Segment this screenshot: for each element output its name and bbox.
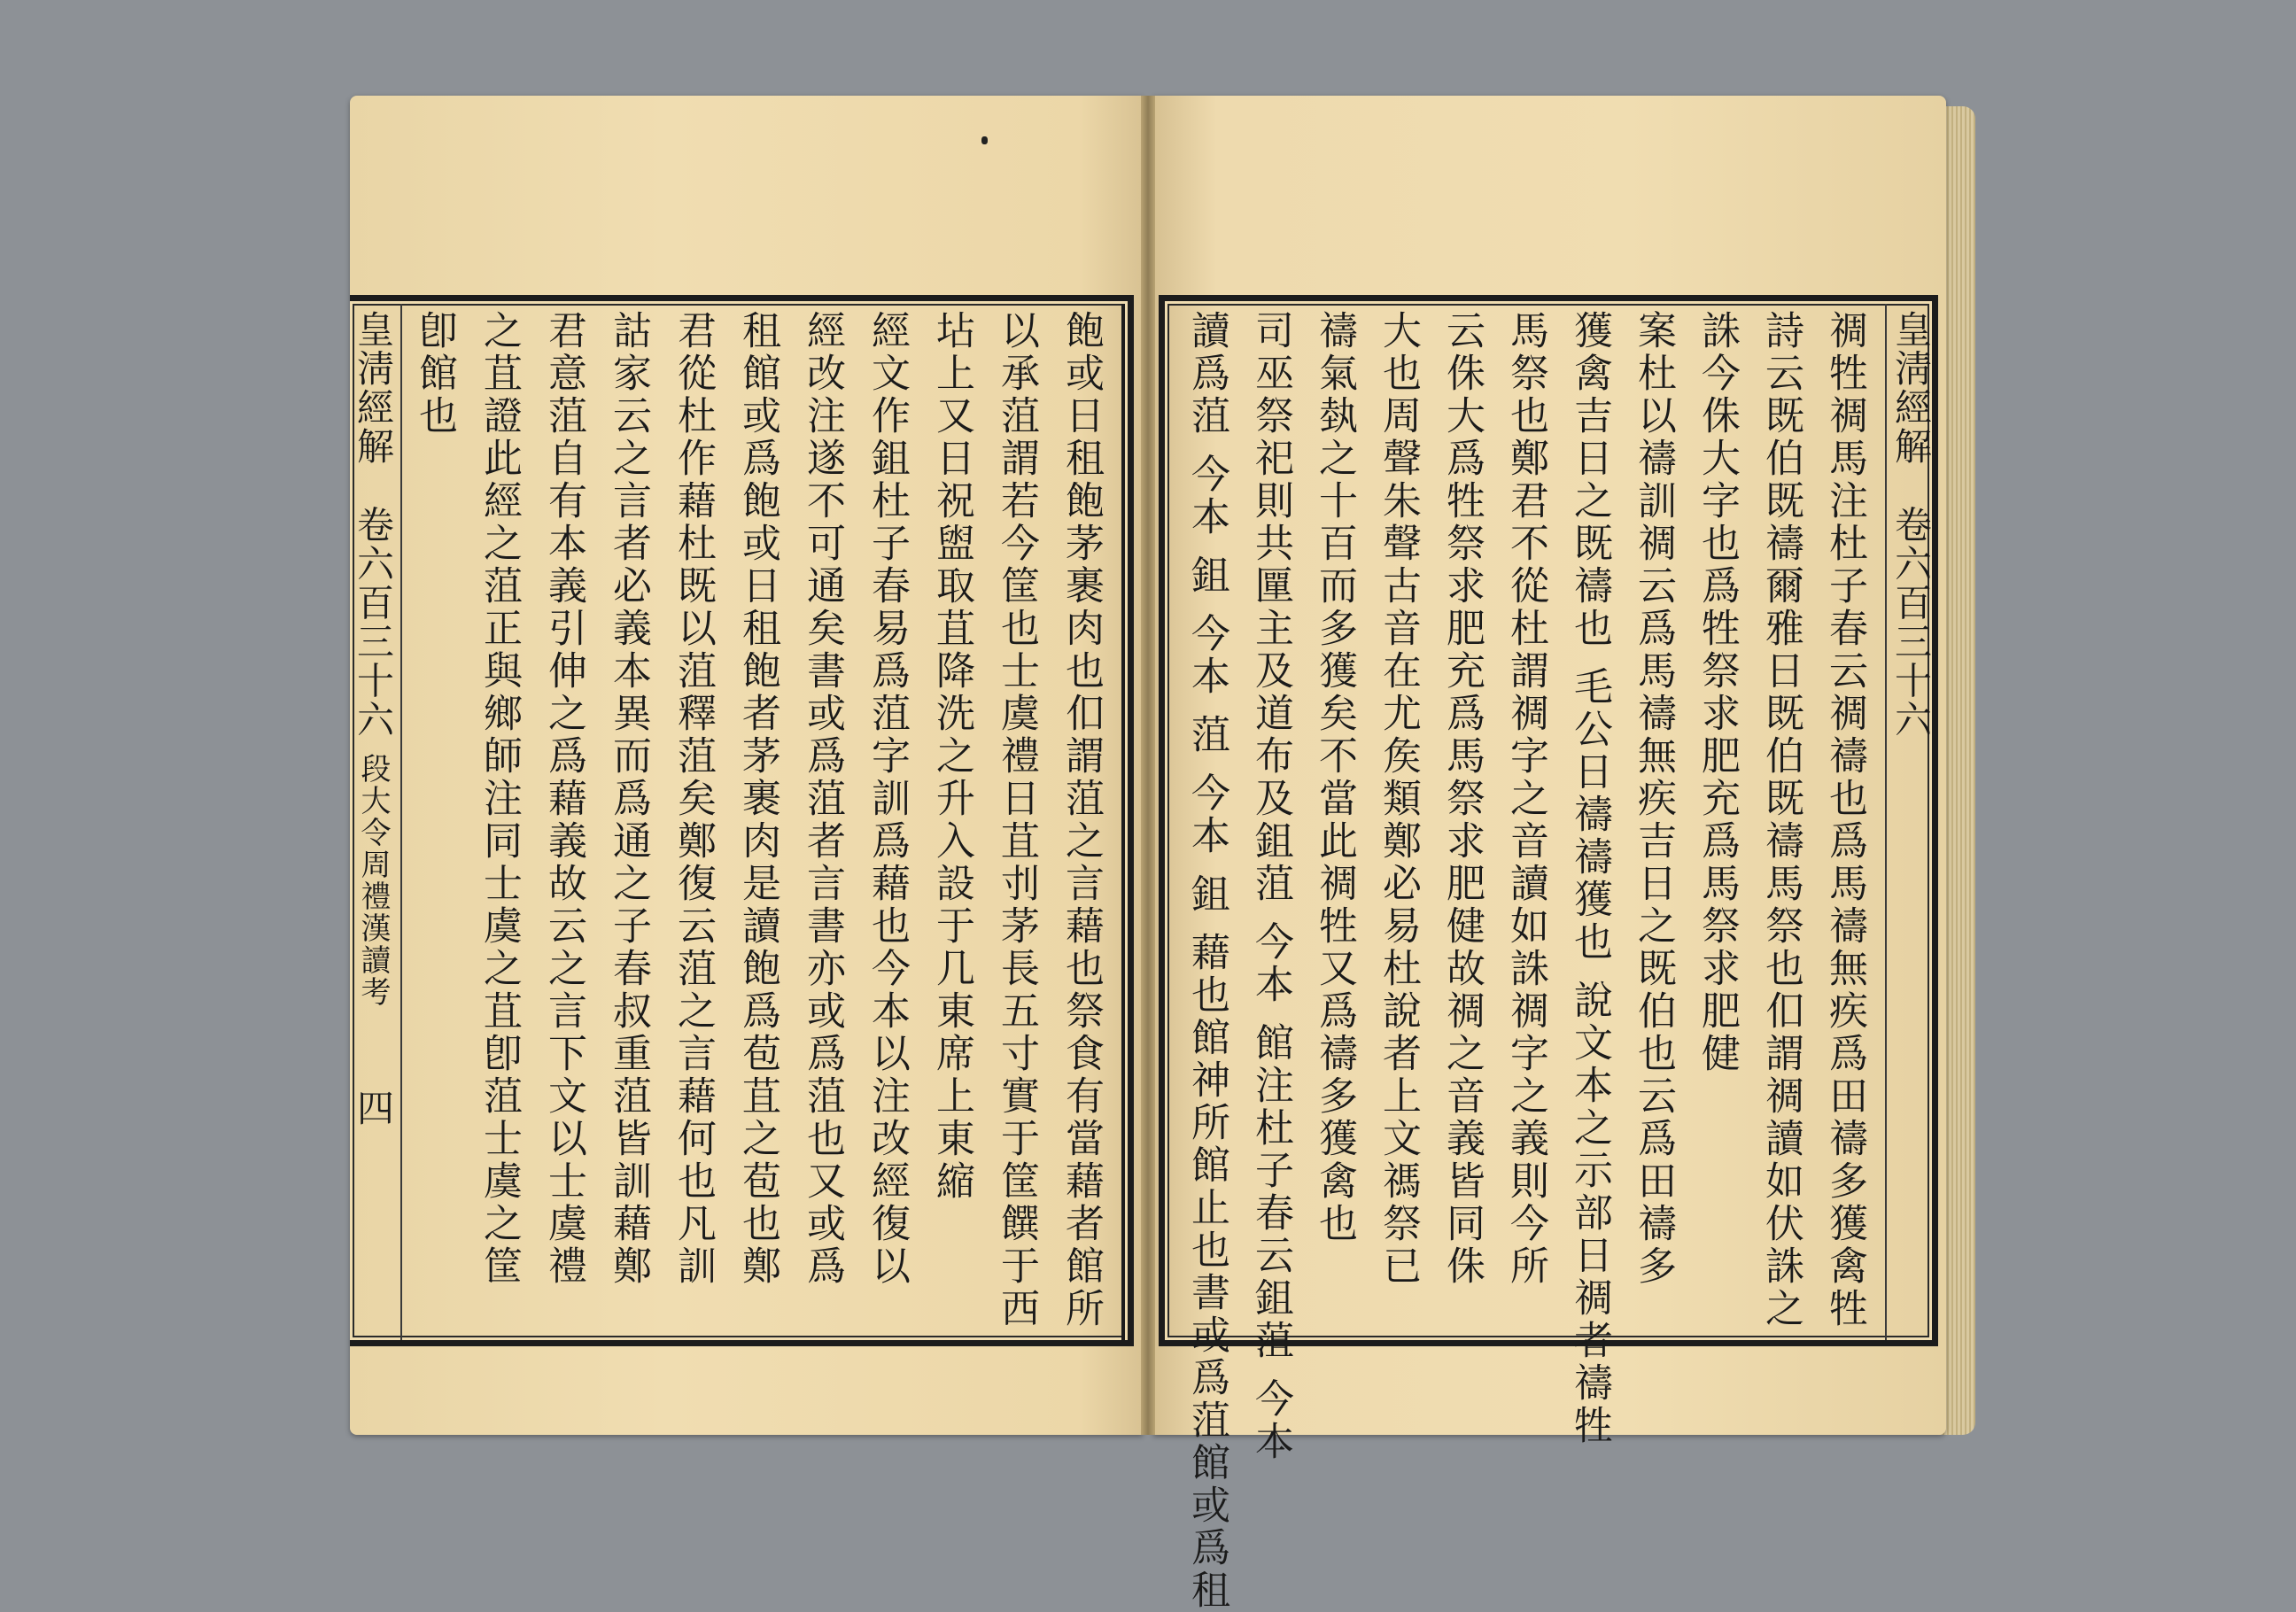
left-margin-strip — [352, 310, 395, 1329]
right-margin-section: 卷六百三十六 — [1889, 505, 1933, 740]
left-column-8: 詁家云之言者必義本異而爲通之子春叔重菹皆訓藉鄭 — [606, 310, 651, 1288]
left-column-6: 租館或爲飽或日租飽者茅裹肉是讀飽爲苞苴之苞也鄭 — [735, 310, 780, 1288]
right-margin-strip — [1889, 310, 1933, 1329]
left-column-9: 君意菹自有本義引伸之爲藉義故云之言下文以士虞禮 — [541, 310, 586, 1288]
left-margin-section: 卷六百三十六 — [352, 505, 395, 740]
left-column-10: 之苴證此經之菹正與鄉師注同士虞之苴卽菹士虞之筐 — [477, 310, 522, 1288]
left-column-2: 以承菹謂若今筐也士虞禮日苴刌茅長五寸實于筐饌于西 — [994, 310, 1039, 1330]
left-margin-title: 段大令周禮漢讀考 — [355, 753, 391, 1009]
left-margin-rule — [400, 304, 402, 1340]
right-column-9: 禱氣埶之十百而多獲矣不當此禂牲又爲禱多獲禽也 — [1312, 310, 1357, 1245]
left-column-11: 卽館也 — [412, 310, 457, 438]
right-margin-header: 皇淸經解 — [1889, 310, 1933, 466]
right-column-4: 案杜以禱訓禂云爲馬禱無疾吉日之既伯也云爲田禱多 — [1631, 310, 1676, 1288]
right-column-6: 馬祭也鄭君不從杜謂禂字之音讀如誅禂字之義則今所 — [1503, 310, 1548, 1288]
left-column-3: 坫上又日祝盥取苴降洗之升入設于几東席上東縮 — [929, 310, 974, 1203]
right-column-10: 司巫祭祀則共匰主及道布及鉏菹 今本 館注杜子春云鉏菹 今本 — [1248, 310, 1293, 1463]
right-column-3: 誅今侏大字也爲牲祭求肥充爲馬祭求肥健 — [1695, 310, 1740, 1075]
left-column-5: 經改注遂不可通矣書或爲菹者言書亦或爲菹也又或爲 — [800, 310, 845, 1288]
right-margin-rule — [1885, 304, 1887, 1340]
right-column-11: 讀爲菹 今本 鉏 今本 菹 今本 鉏 藉也館神所館止也書或爲菹館或爲租 — [1184, 310, 1229, 1612]
ink-spot — [981, 136, 988, 144]
left-column-1: 飽或日租飽茅裹肉也㐰謂菹之言藉也祭食有當藉者館所 — [1059, 310, 1104, 1330]
left-column-7: 君從杜作藉杜既以菹釋菹矣鄭復云菹之言藉何也凡訓 — [671, 310, 716, 1288]
right-column-2: 詩云既伯既禱爾雅日既伯既禱馬祭也㐰謂禂讀如伏誅之 — [1758, 310, 1803, 1330]
right-column-8: 大也周聲朱聲古音在尤矦類鄭必易杜說者上文禡祭已 — [1376, 310, 1421, 1288]
right-column-7: 云侏大爲牲祭求肥充爲馬祭求肥健故禂之音義皆同侏 — [1439, 310, 1485, 1288]
right-column-5: 獲禽吉日之既禱也 毛公日禱禱獲也 說文本之示部日禂者禱牲 — [1567, 310, 1612, 1447]
left-outer-rule — [1121, 304, 1125, 1340]
left-margin-folio: 四 — [352, 1088, 395, 1128]
left-margin-header: 皇淸經解 — [352, 310, 395, 466]
right-column-1: 禂牲禂馬注杜子春云禂禱也爲馬禱無疾爲田禱多獲禽牲 — [1822, 310, 1867, 1330]
book-gutter — [1141, 96, 1155, 1435]
left-column-4: 經文作鉏杜子春易爲菹字訓爲藉也今本以注改經復以 — [865, 310, 910, 1288]
